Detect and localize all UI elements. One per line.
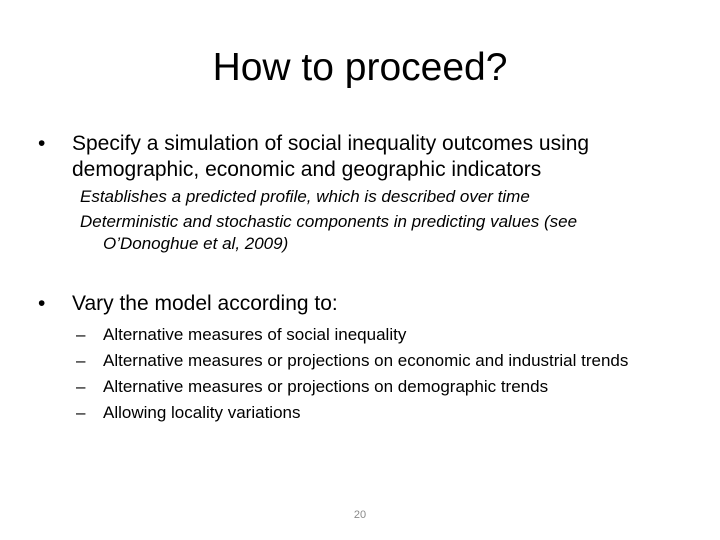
subpoint-predicted-profile: Establishes a predicted profile, which is described over time [80, 187, 530, 206]
bullet-text: Specify a simulation of social inequality outcomes using demographic, economic and geographic indicators [72, 132, 590, 181]
slide-title: How to proceed? [212, 46, 508, 89]
dash-text: Alternative measures or projections on economic and industrial trends [103, 351, 629, 370]
dash-marker: – [76, 377, 86, 396]
dash-text: Alternative measures or projections on demographic trends [103, 377, 549, 396]
bullet-text: Vary the model according to: [72, 292, 338, 315]
dash-marker: – [76, 403, 86, 422]
dash-marker: – [76, 351, 86, 370]
subpoint-components: Deterministic and stochastic components in predicting values (see [80, 212, 578, 231]
dash-marker: – [76, 325, 86, 344]
bullet-marker: • [38, 292, 46, 315]
bullet-item-simulation [38, 131, 678, 185]
bullet-item-vary-model [38, 291, 678, 319]
dash-text: Allowing locality variations [103, 403, 301, 422]
page-number: 20 [353, 509, 367, 521]
bullet-marker: • [38, 132, 46, 155]
dash-text: Alternative measures of social inequality [103, 325, 407, 344]
subpoint-components-citation: O’Donoghue et al, 2009) [103, 234, 289, 253]
